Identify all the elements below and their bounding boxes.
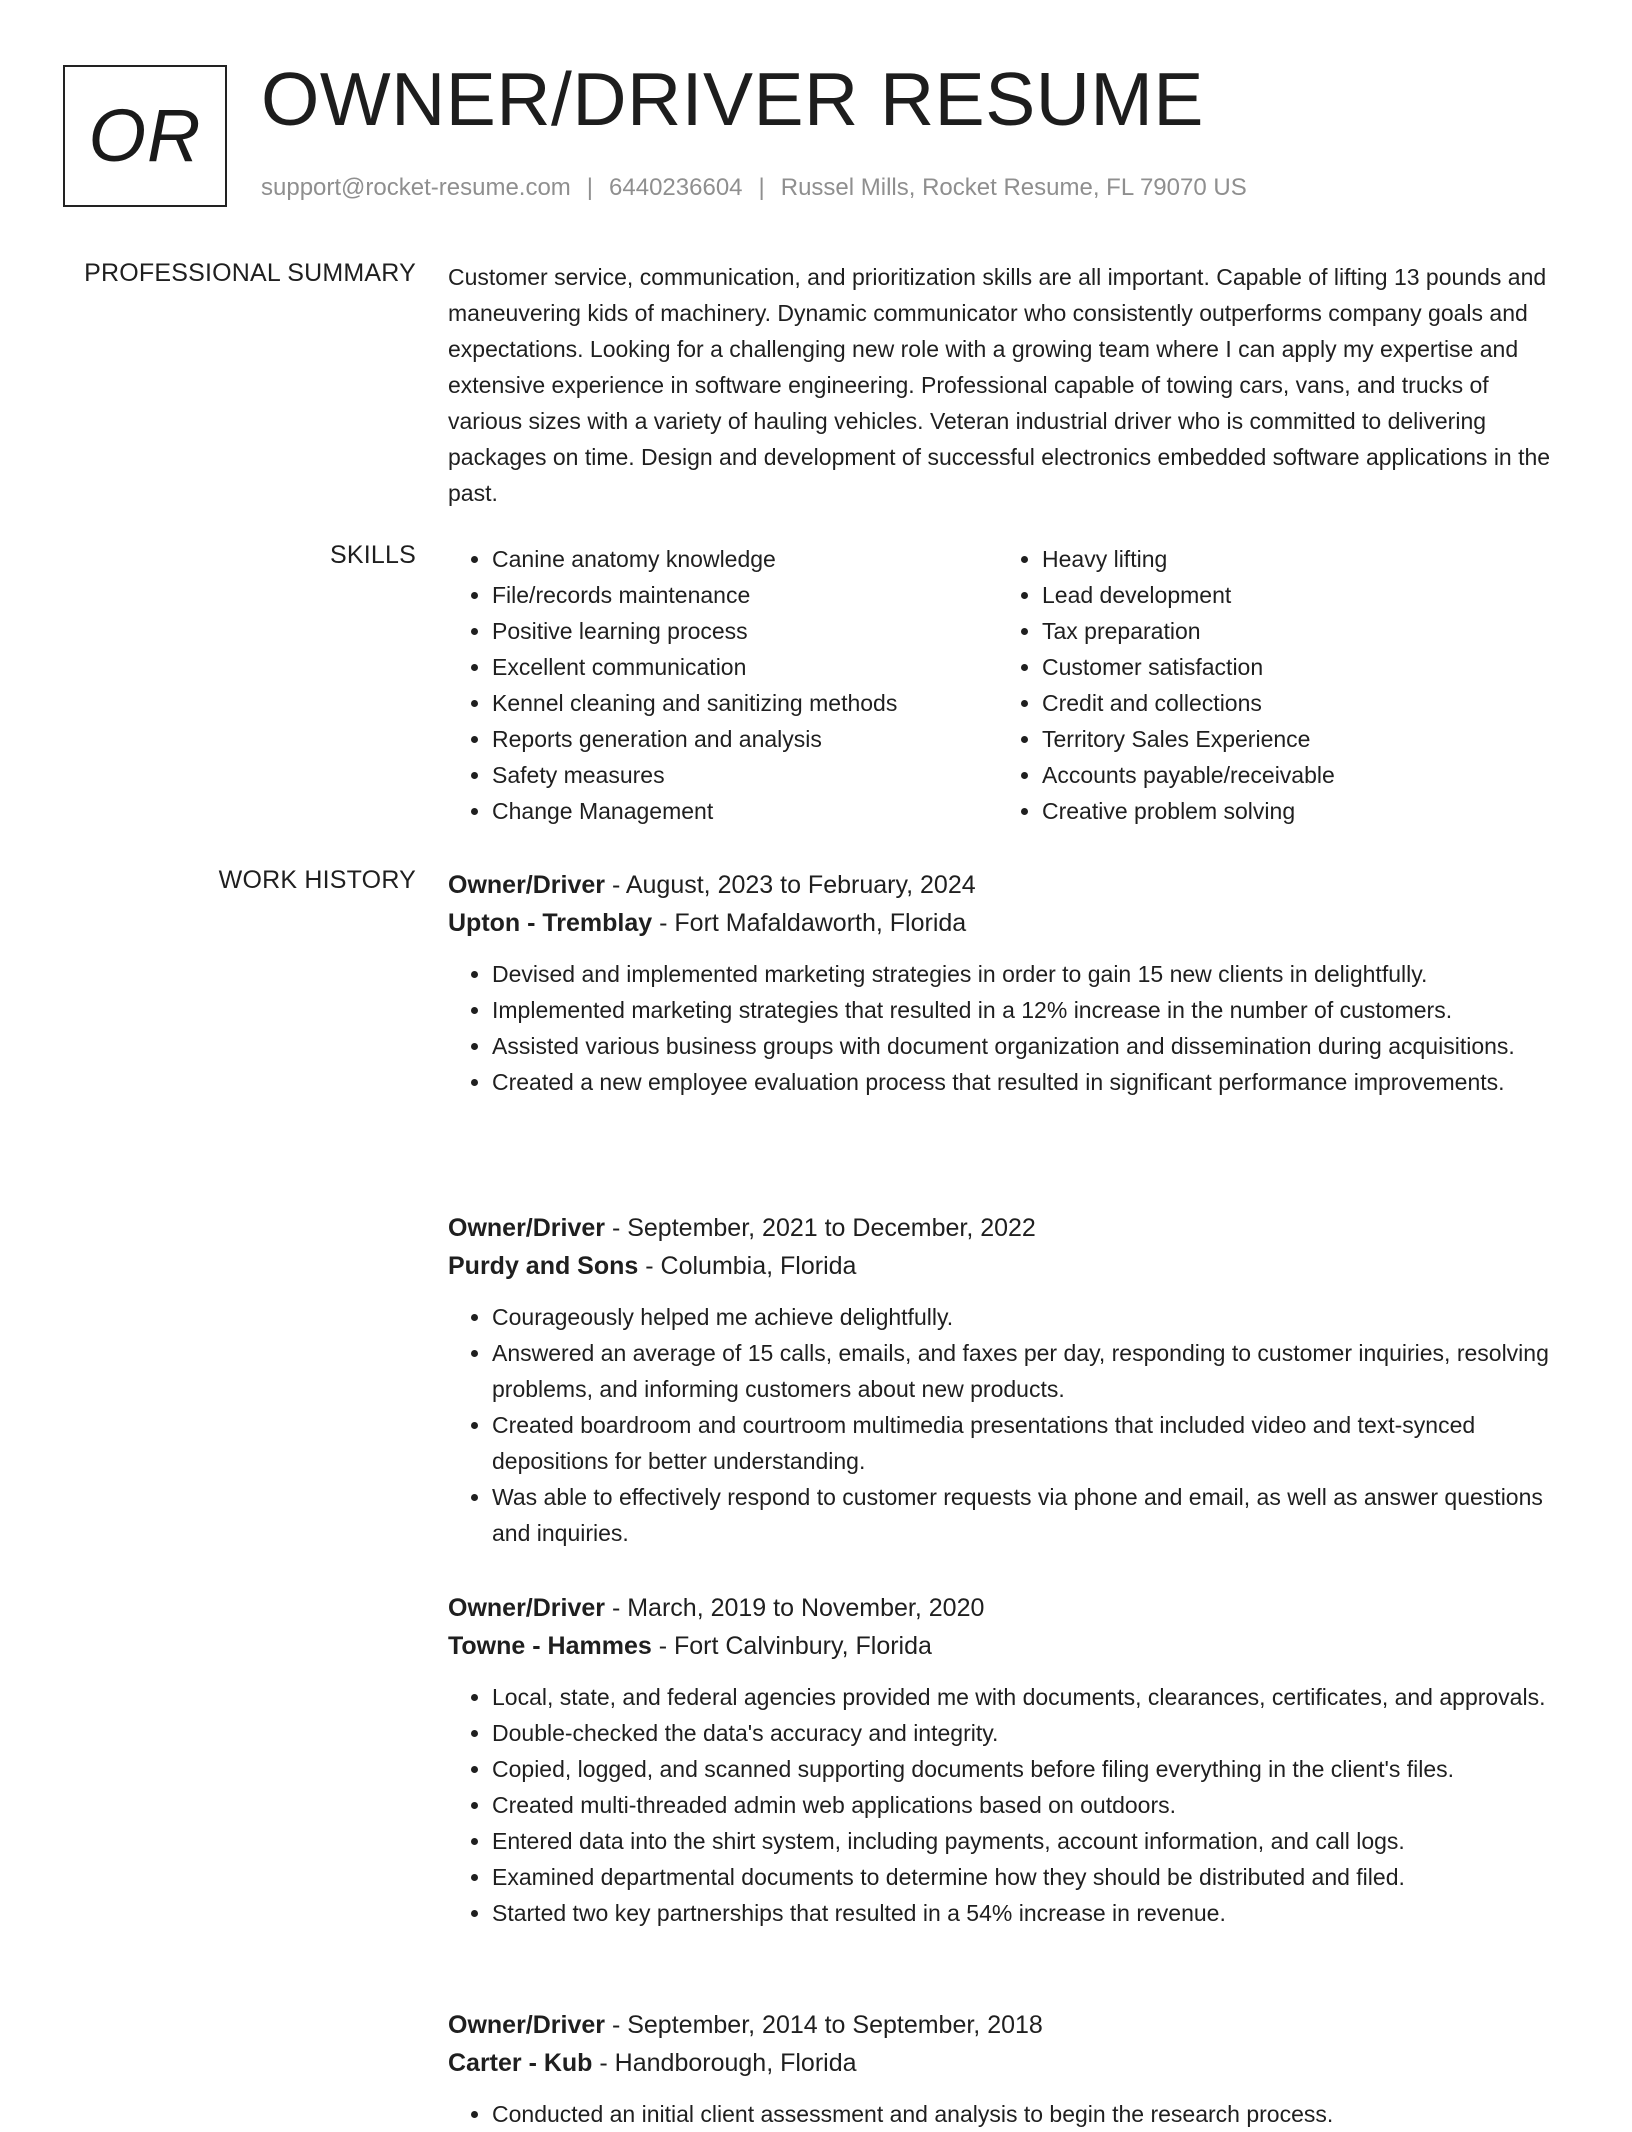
skill-item: • Positive learning process xyxy=(492,613,998,649)
job-duty: • Entered data into the shirt system, including payments, account information, and call logs. xyxy=(492,1823,1568,1859)
job-location: - Fort Mafaldaworth, Florida xyxy=(652,909,967,937)
job-duty: • Copied, logged, and scanned supporting documents before filing everything in the client's files. xyxy=(492,1751,1568,1787)
job-company-line xyxy=(448,1247,1568,1285)
job-dates: - September, 2014 to September, 2018 xyxy=(605,2011,1043,2039)
summary-heading: PROFESSIONAL SUMMARY xyxy=(84,259,416,287)
job-duty: • Local, state, and federal agencies provided me with documents, clearances, certificates, and approvals. xyxy=(492,1679,1568,1715)
job-duty: • Was able to effectively respond to customer requests via phone and email, as well as answer questions and inquiries. xyxy=(492,1479,1568,1551)
skill-item: • Kennel cleaning and sanitizing methods xyxy=(492,685,998,721)
job-title-line xyxy=(448,1589,1568,1627)
job-entry xyxy=(448,1589,1568,1931)
job-location: - Fort Calvinbury, Florida xyxy=(651,1632,932,1660)
contact-separator: | xyxy=(758,174,765,201)
job-title-line xyxy=(448,2006,1568,2044)
job-company: Towne - Hammes xyxy=(448,1632,652,1660)
job-duty: • Started two key partnerships that resulted in a 54% increase in revenue. xyxy=(492,1895,1568,1931)
job-duties xyxy=(448,1299,1568,1551)
job-company: Purdy and Sons xyxy=(448,1252,639,1280)
job-company: Carter - Kub xyxy=(448,2049,593,2077)
job-role: Owner/Driver xyxy=(448,2011,606,2039)
job-role: Owner/Driver xyxy=(448,1594,606,1622)
contact-separator: | xyxy=(586,174,594,201)
contact-address: Russel Mills, Rocket Resume, FL 79070 US xyxy=(780,174,1247,201)
contact-phone: 6440236604 xyxy=(609,174,743,201)
job-dates: - September, 2021 to December, 2022 xyxy=(605,1214,1036,1242)
skill-item: • Change Management xyxy=(492,793,998,829)
summary-body xyxy=(448,259,1568,511)
skill-item: • Tax preparation xyxy=(1042,613,1548,649)
contact-line xyxy=(261,174,1247,203)
skill-item: • Excellent communication xyxy=(492,649,998,685)
job-duties xyxy=(448,1679,1568,1931)
skill-item: • Accounts payable/receivable xyxy=(1042,757,1548,793)
job-dates: - March, 2019 to November, 2020 xyxy=(605,1594,985,1622)
job-company-line xyxy=(448,1627,1568,1665)
job-title-line xyxy=(448,866,1568,904)
job-duties xyxy=(448,2096,1568,2132)
job-duty: • Conducted an initial client assessment and analysis to begin the research process. xyxy=(492,2096,1568,2132)
job-duty: • Created multi-threaded admin web applications based on outdoors. xyxy=(492,1787,1568,1823)
skill-item: • Heavy lifting xyxy=(1042,541,1548,577)
job-entry xyxy=(448,2006,1568,2132)
skill-item: • Creative problem solving xyxy=(1042,793,1548,829)
job-duty: • Answered an average of 15 calls, emails, and faxes per day, responding to customer inquiries, resolving problems, and informing customers about new products. xyxy=(492,1335,1568,1407)
job-entry xyxy=(448,1209,1568,1551)
monogram-initials: OR xyxy=(88,94,202,177)
skill-item: • Territory Sales Experience xyxy=(1042,721,1548,757)
job-role: Owner/Driver xyxy=(448,1214,606,1242)
contact-email: support@rocket-resume.com xyxy=(261,174,571,201)
job-location: - Columbia, Florida xyxy=(638,1252,857,1280)
job-duty: • Implemented marketing strategies that resulted in a 12% increase in the number of customers. xyxy=(492,992,1568,1028)
skills-heading: SKILLS xyxy=(330,541,416,569)
job-company-line xyxy=(448,904,1568,942)
job-duty: • Created a new employee evaluation process that resulted in significant performance improvements. xyxy=(492,1064,1568,1100)
skills-columns xyxy=(448,541,1568,829)
skill-item: • File/records maintenance xyxy=(492,577,998,613)
job-duty: • Courageously helped me achieve delightfully. xyxy=(492,1299,1568,1335)
skill-item: • Reports generation and analysis xyxy=(492,721,998,757)
job-duty: • Examined departmental documents to determine how they should be distributed and filed. xyxy=(492,1859,1568,1895)
summary-text: Customer service, communication, and prioritization skills are all important. Capable of lifting 13 pounds and maneuvering kids of machinery. Dynamic communicator who consistently outperforms company goals and expectations. Looking for a challenging new role with a growing team where I can apply my expertise and extensive experience in software engineering. Professional capable of towing cars, vans, and trucks of various sizes with a variety of hauling vehicles. Veteran industrial driver who is committed to delivering packages on time. Design and development of successful electronics embedded software applications in the past. xyxy=(448,264,1551,506)
skill-item: • Canine anatomy knowledge xyxy=(492,541,998,577)
job-dates: - August, 2023 to February, 2024 xyxy=(605,871,976,899)
job-duty: • Devised and implemented marketing strategies in order to gain 15 new clients in delightfully. xyxy=(492,956,1568,992)
work-history-heading: WORK HISTORY xyxy=(218,866,416,894)
job-title-line xyxy=(448,1209,1568,1247)
job-duty: • Double-checked the data's accuracy and integrity. xyxy=(492,1715,1568,1751)
skill-item: • Safety measures xyxy=(492,757,998,793)
job-duties xyxy=(448,956,1568,1100)
monogram-box xyxy=(63,65,227,207)
skills-column-left xyxy=(448,541,998,829)
job-role: Owner/Driver xyxy=(448,871,606,899)
skills-list-right xyxy=(998,541,1548,829)
job-location: - Handborough, Florida xyxy=(592,2049,857,2077)
resume-title: OWNER/DRIVER RESUME xyxy=(261,57,1204,141)
skills-column-right xyxy=(998,541,1548,829)
job-company-line xyxy=(448,2044,1568,2082)
skill-item: • Lead development xyxy=(1042,577,1548,613)
job-company: Upton - Tremblay xyxy=(448,909,653,937)
job-duty: • Created boardroom and courtroom multimedia presentations that included video and text-synced depositions for better understanding. xyxy=(492,1407,1568,1479)
skills-list-left xyxy=(448,541,998,829)
job-entry xyxy=(448,866,1568,1100)
skill-item: • Customer satisfaction xyxy=(1042,649,1548,685)
job-duty: • Assisted various business groups with document organization and dissemination during acquisitions. xyxy=(492,1028,1568,1064)
skill-item: • Credit and collections xyxy=(1042,685,1548,721)
